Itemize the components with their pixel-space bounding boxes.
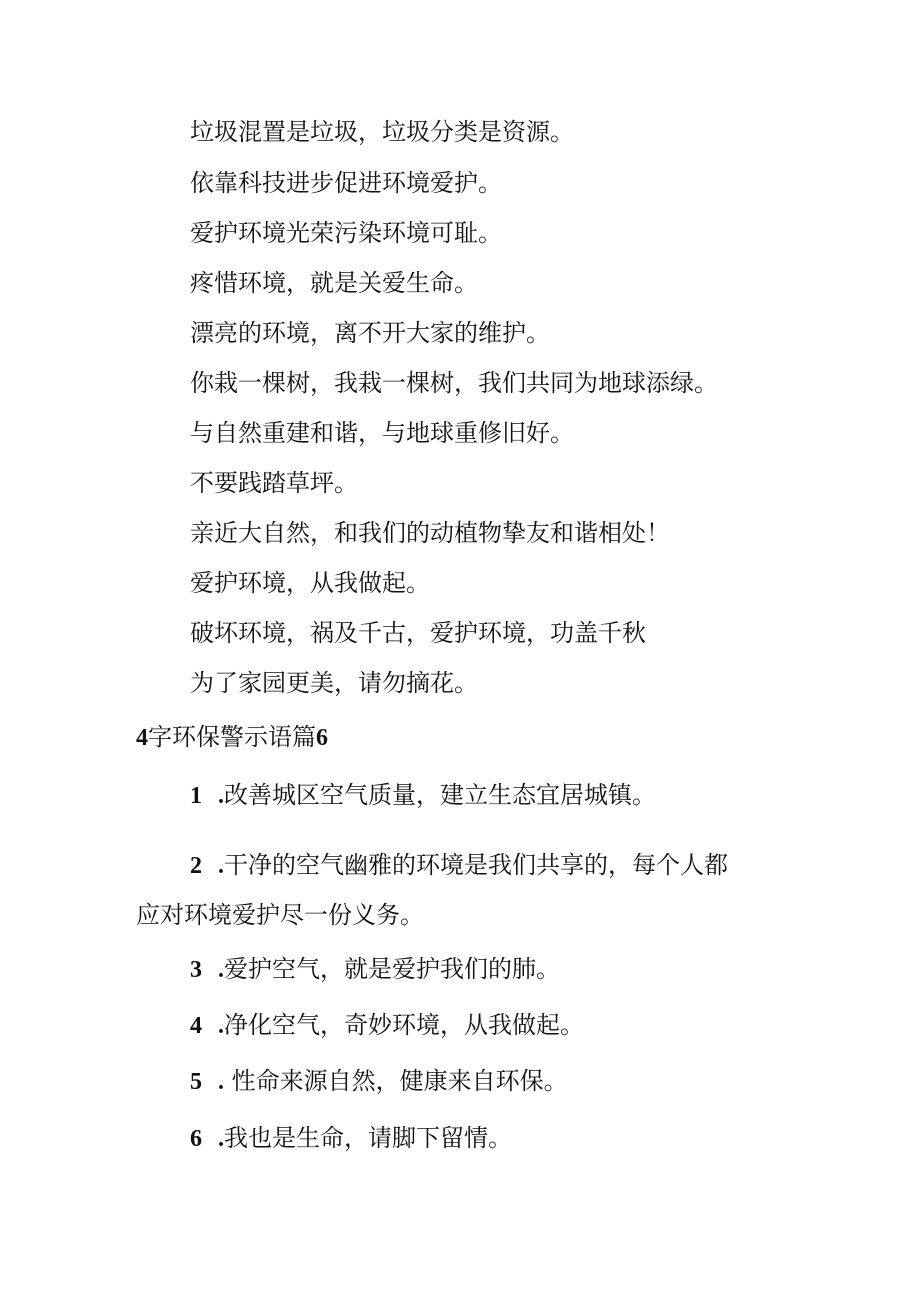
slogan-line: 垃圾混置是垃圾，垃圾分类是资源。: [190, 118, 574, 146]
item-dot: .: [218, 1126, 224, 1152]
item-dot: .: [218, 853, 224, 879]
slogan-line: 依靠科技进步促进环境爱护。: [190, 169, 502, 197]
item-number: 4: [190, 1013, 202, 1039]
slogan-line: 疼惜环境，就是关爱生命。: [190, 269, 478, 297]
slogan-line: 亲近大自然，和我们的动植物挚友和谐相处！: [190, 519, 670, 547]
list-item: [190, 1065, 568, 1098]
slogan-line: 破坏环境，祸及千古，爱护环境，功盖千秋: [190, 619, 646, 647]
item-text: 性命来源自然，健康来自环保。: [224, 1067, 568, 1095]
heading-number: 6: [316, 725, 328, 751]
list-item: [190, 779, 656, 812]
item-text: 净化空气，奇妙环境，从我做起。: [224, 1011, 584, 1039]
item-number: 3: [190, 957, 202, 983]
item-text: 爱护空气，就是爱护我们的肺。: [224, 955, 560, 983]
item-dot: .: [218, 1069, 224, 1095]
item-text: 改善城区空气质量，建立生态宜居城镇。: [224, 781, 656, 809]
item-dot: .: [218, 957, 224, 983]
slogan-line: 不要践踏草坪。: [190, 469, 358, 497]
list-item: [190, 849, 728, 882]
heading-text: 字环保警示语篇: [148, 723, 316, 751]
item-text: 干净的空气幽雅的环境是我们共享的，每个人都: [224, 851, 728, 879]
slogan-line: 你栽一棵树，我栽一棵树，我们共同为地球添绿。: [190, 369, 718, 397]
slogan-line: 爱护环境，从我做起。: [190, 569, 430, 597]
item-number: 6: [190, 1126, 202, 1152]
slogan-line: 漂亮的环境，离不开大家的维护。: [190, 319, 550, 347]
item-number: 1: [190, 783, 202, 809]
item-text: 我也是生命，请脚下留情。: [224, 1124, 512, 1152]
item-number: 5: [190, 1069, 202, 1095]
section-heading: [136, 721, 328, 754]
slogan-line: 爱护环境光荣污染环境可耻。: [190, 219, 502, 247]
slogan-line: 与自然重建和谐，与地球重修旧好。: [190, 419, 574, 447]
list-item: [190, 953, 560, 986]
list-item-continuation: 应对环境爱护尽一份义务。: [136, 901, 424, 929]
item-number: 2: [190, 853, 202, 879]
list-item: [190, 1122, 512, 1155]
item-dot: .: [218, 1013, 224, 1039]
heading-number: 4: [136, 725, 148, 751]
item-dot: .: [218, 783, 224, 809]
slogan-line: 为了家园更美，请勿摘花。: [190, 669, 478, 697]
list-item: [190, 1009, 584, 1042]
